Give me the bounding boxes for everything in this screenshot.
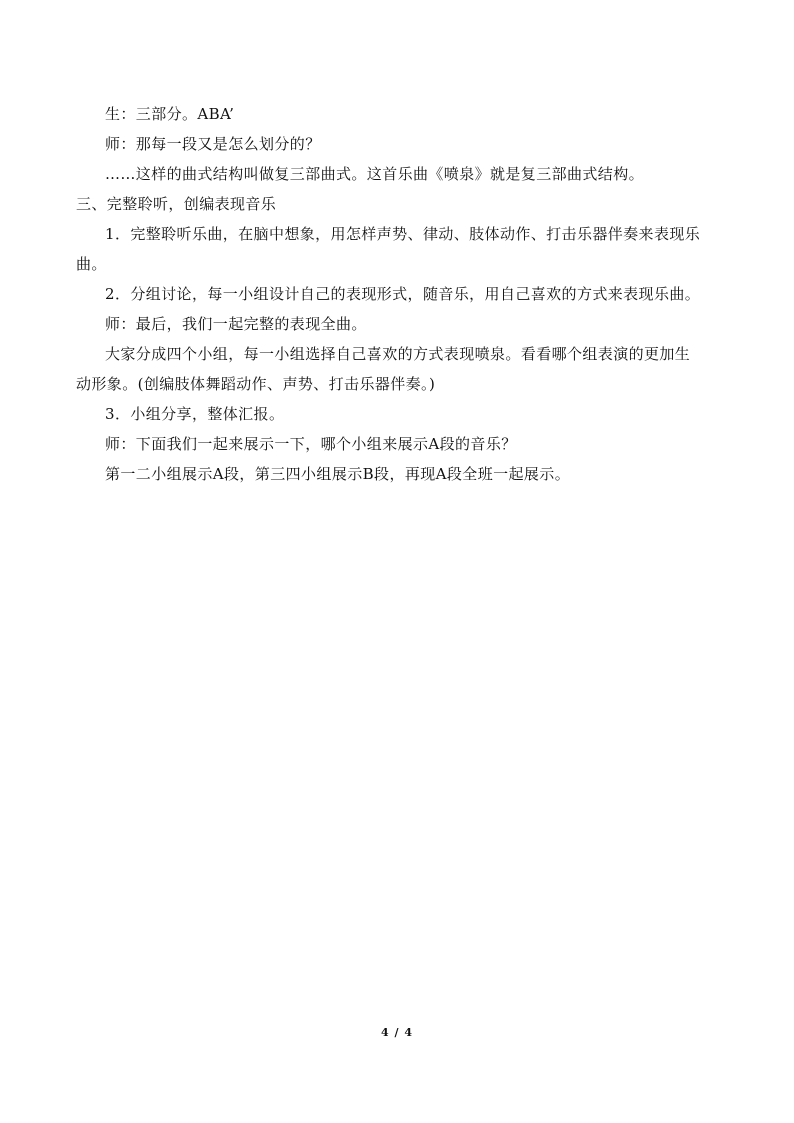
group-activity-text-continued: 动形象。(创编肢体舞蹈动作、声势、打击乐器伴奏。) — [76, 375, 436, 393]
showcase-arrangement: 第一二小组展示A段，第三四小组展示B段，再现A段全班一起展示。 — [105, 465, 571, 483]
structure-explanation: ……这样的曲式结构叫做复三部曲式。这首乐曲《喷泉》就是复三部曲式结构。 — [105, 165, 645, 183]
step-1-text: 1．完整聆听乐曲，在脑中想象，用怎样声势、律动、肢体动作、打击乐器伴奏来表现乐 — [105, 225, 701, 243]
page-number: 4 / 4 — [381, 1026, 413, 1039]
step-3-text: 3．小组分享，整体汇报。 — [105, 405, 285, 423]
dialogue-teacher-question: 师：那每一段又是怎么划分的？ — [105, 135, 321, 153]
step-1-text-continued: 曲。 — [76, 255, 107, 273]
section-heading: 三、完整聆听，创编表现音乐 — [76, 195, 277, 213]
dialogue-teacher-showcase: 师：下面我们一起来展示一下，哪个小组来展示A段的音乐？ — [105, 435, 517, 453]
dialogue-teacher-finale: 师：最后，我们一起完整的表现全曲。 — [105, 315, 367, 333]
dialogue-student-answer: 生：三部分。ABA’ — [105, 105, 235, 123]
group-activity-text: 大家分成四个小组，每一小组选择自己喜欢的方式表现喷泉。看看哪个组表演的更加生 — [105, 345, 691, 363]
step-2-text: 2．分组讨论，每一小组设计自己的表现形式，随音乐，用自己喜欢的方式来表现乐曲。 — [105, 285, 701, 303]
